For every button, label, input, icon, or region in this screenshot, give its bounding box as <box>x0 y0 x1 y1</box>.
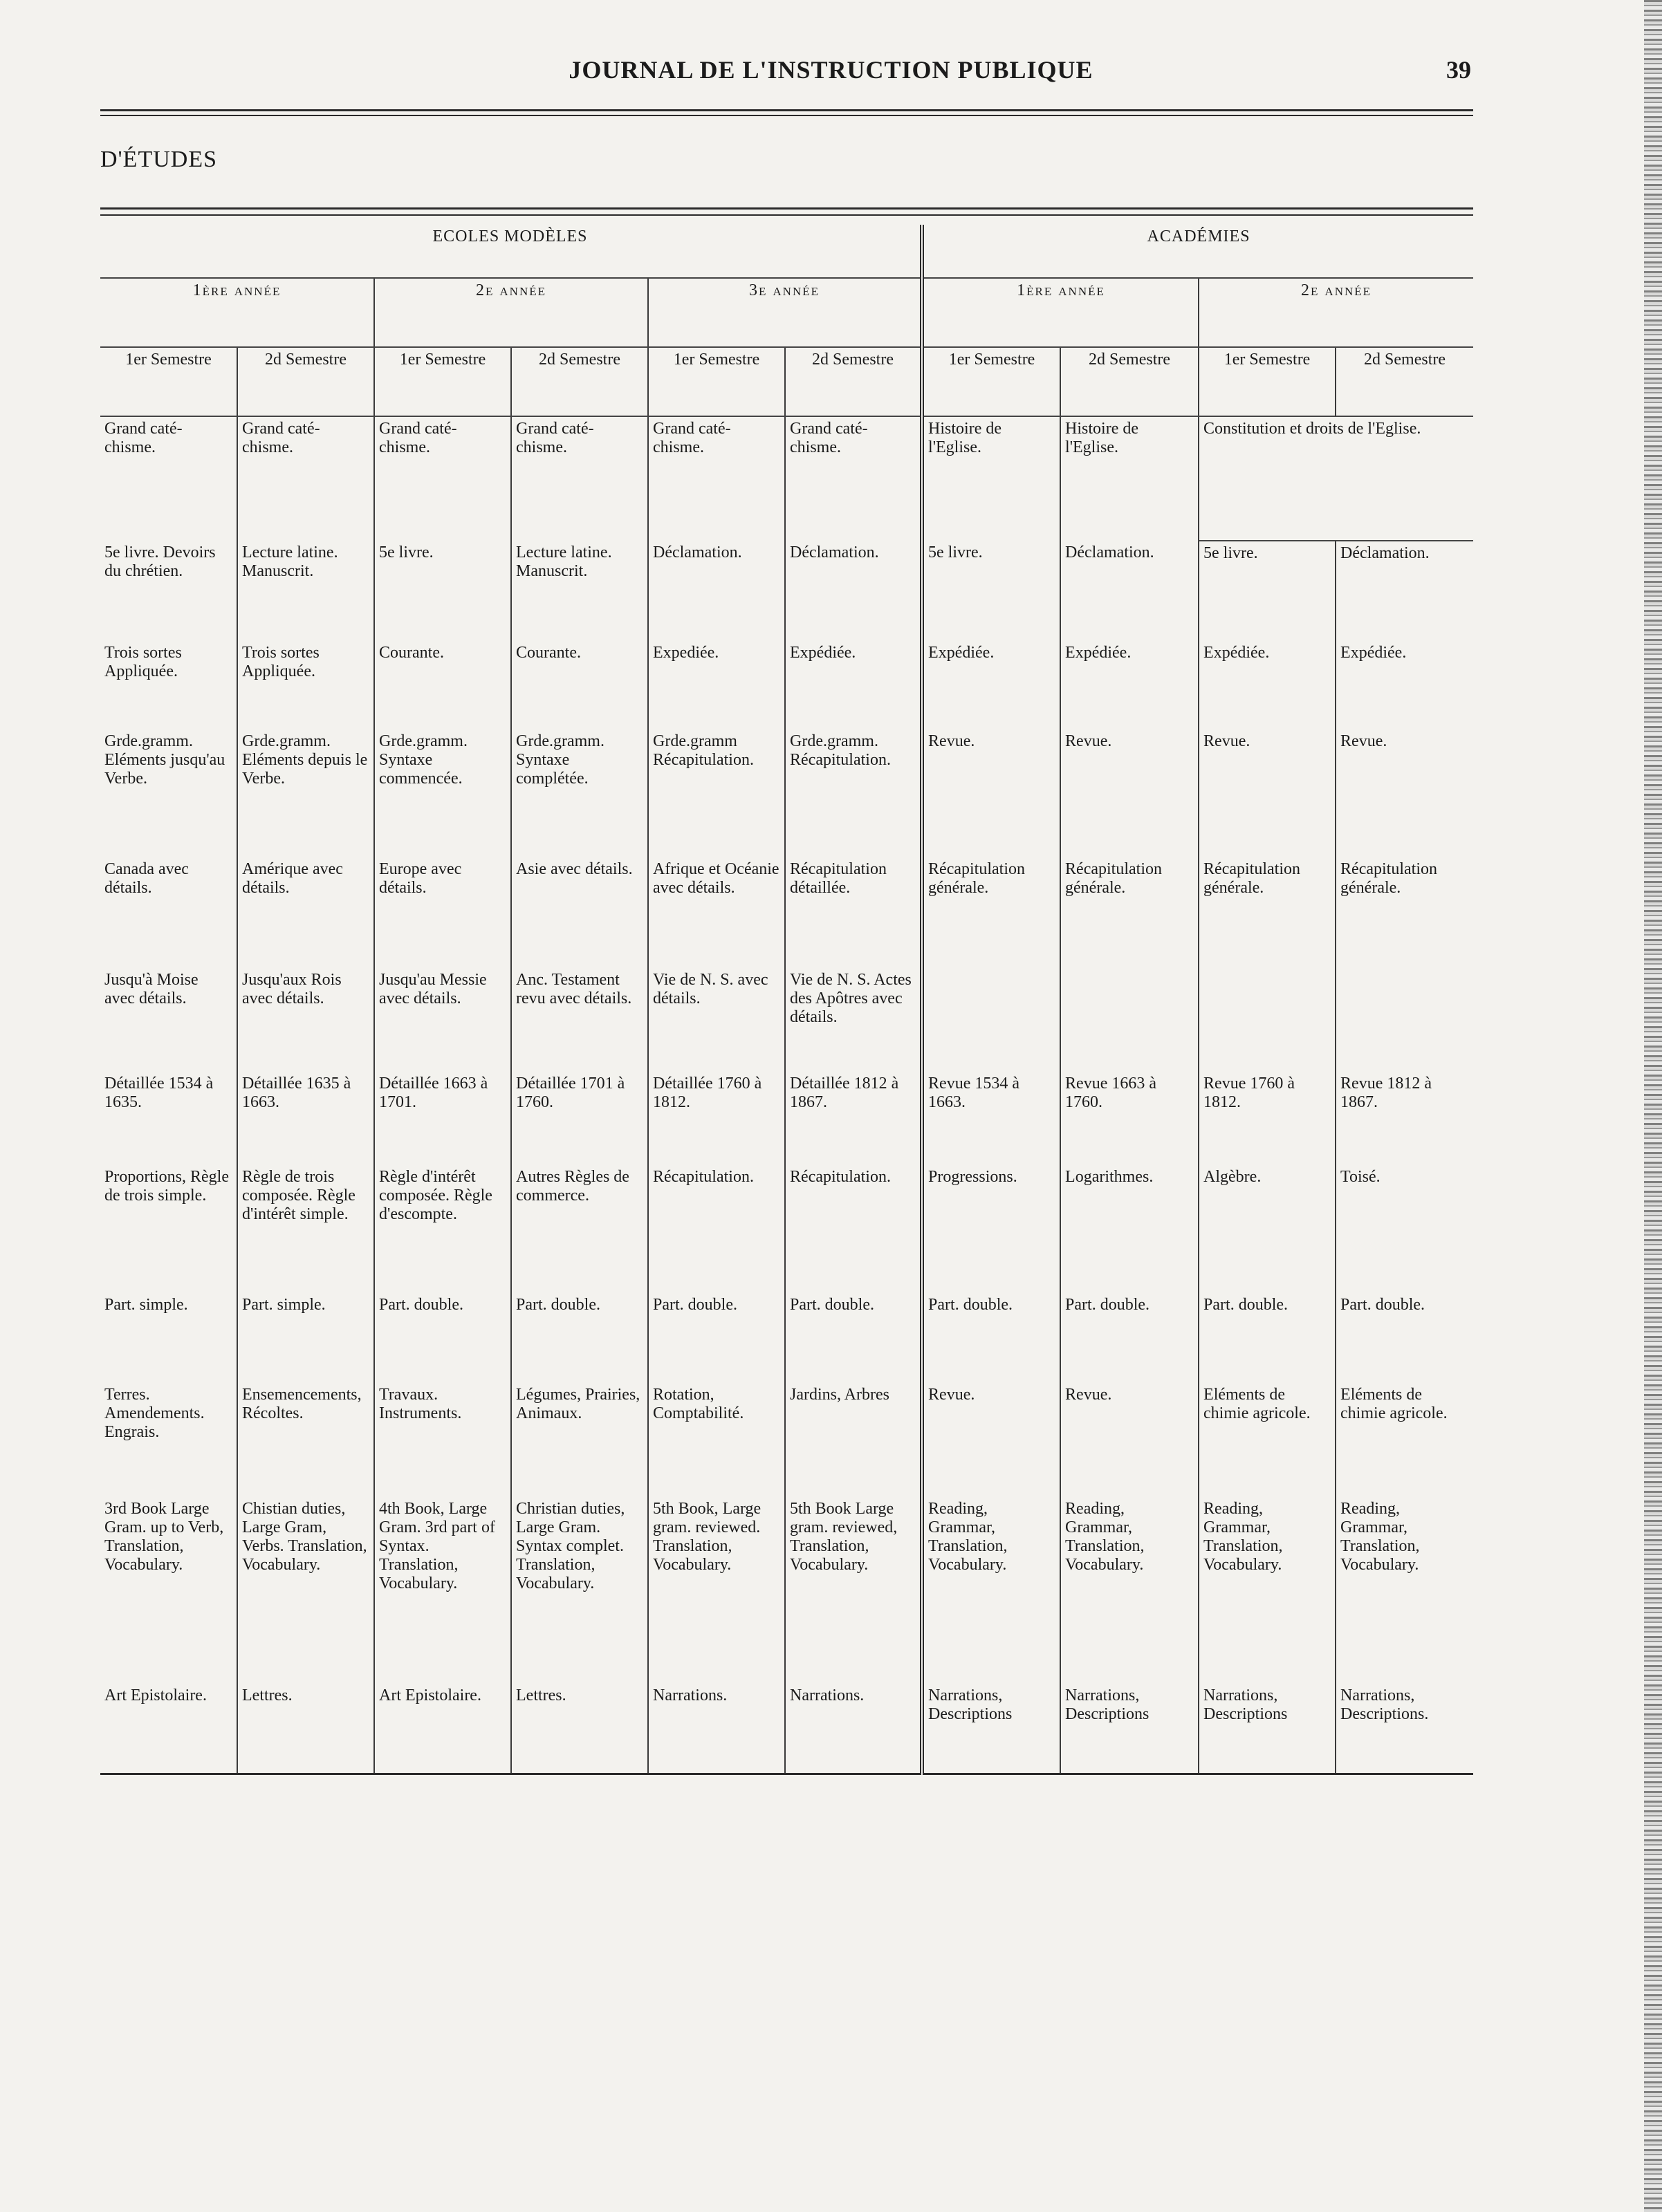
year-header: 2e année <box>1199 278 1473 347</box>
table-cell: Christian duties, Large Gram. Syntax complet. Translation, Vocabulary. <box>511 1497 648 1684</box>
table-top-rule <box>100 207 1473 210</box>
year-header: 3e année <box>648 278 922 347</box>
table-cell: Détaillée 1635 à 1663. <box>237 1072 374 1165</box>
table-cell: Détaillée 1812 à 1867. <box>785 1072 922 1165</box>
table-cell: Narrations. <box>785 1684 922 1774</box>
table-cell: Travaux. Instruments. <box>374 1383 511 1497</box>
table-cell: Reading, Grammar, Translation, Vocabulary. <box>1060 1497 1199 1684</box>
table-cell: Grand caté-chisme. <box>511 416 648 541</box>
table-cell: Part. double. <box>1336 1293 1473 1383</box>
table-cell: Proportions, Règle de trois simple. <box>104 1168 229 1205</box>
group-ecoles-modeles: ECOLES MODÈLES <box>100 225 922 278</box>
year-header: 1ère année <box>100 278 374 347</box>
table-cell: Récapitulation. <box>648 1165 785 1293</box>
table-cell: Part. double. <box>922 1293 1060 1383</box>
table-cell: Détaillée 1701 à 1760. <box>511 1072 648 1165</box>
table-cell: Part. double. <box>1060 1293 1199 1383</box>
section-title: D'ÉTUDES <box>100 147 218 172</box>
table-cell: Anc. Testament revu avec détails. <box>511 968 648 1072</box>
table-cell: Jardins, Arbres <box>785 1383 922 1497</box>
table-cell: Expédiée. <box>922 641 1060 729</box>
table-cell: Part. double. <box>785 1293 922 1383</box>
table-cell: Europe avec détails. <box>374 857 511 968</box>
table-cell: Grde.gramm. Eléments jusqu'au Verbe. <box>104 732 225 788</box>
table-cell: Logarithmes. <box>1060 1165 1199 1293</box>
table-row <box>100 968 1473 1072</box>
table-cell: Expédiée. <box>1060 641 1199 729</box>
table-cell: Expédiée. <box>1336 641 1473 729</box>
table-row <box>100 1383 1473 1497</box>
table-cell: Revue. <box>1199 729 1336 857</box>
table-row <box>100 1497 1473 1684</box>
table-cell <box>1336 968 1473 1072</box>
table-cell: Rotation, Comptabilité. <box>648 1383 785 1497</box>
table-cell: Reading, Grammar, Translation, Vocabulary. <box>1336 1497 1473 1684</box>
table-cell: Récapitulation. <box>785 1165 922 1293</box>
table-cell: Art Epistolaire. <box>100 1684 237 1774</box>
table-cell: Déclamation. <box>785 541 922 641</box>
table-row <box>100 541 1473 641</box>
header-rule-bottom <box>100 115 1473 116</box>
table-row <box>100 641 1473 729</box>
table-cell: Grde.gramm. Eléments depuis le Verbe. <box>237 729 374 857</box>
table-cell: Eléments de chimie agricole. <box>1336 1383 1473 1497</box>
table-cell: Expédiée. <box>1199 641 1336 729</box>
table-cell: Revue. <box>1336 729 1473 857</box>
semester-header: 2d Semestre <box>1336 347 1473 416</box>
year-header: 2e année <box>374 278 648 347</box>
table-cell: Jusqu'aux Rois avec détails. <box>237 968 374 1072</box>
table-cell: Récapitulation détaillée. <box>785 857 922 968</box>
table-cell-merged: Constitution et droits de l'Eglise. <box>1199 416 1473 541</box>
table-cell: Trois sortes Appliquée. <box>104 644 182 680</box>
table-cell: Histoire de l'Eglise. <box>922 416 1060 541</box>
table-cell: Lecture latine. Manuscrit. <box>237 541 374 641</box>
table-cell: Règle d'intérêt composée. Règle d'escompte. <box>374 1165 511 1293</box>
table-cell: Récapitulation générale. <box>1060 857 1199 968</box>
header-rule-top <box>100 109 1473 111</box>
table-cell: Canada avec détails. <box>104 860 189 897</box>
table-cell: Reading, Grammar, Translation, Vocabulary. <box>922 1497 1060 1684</box>
table-cell: Part. double. <box>1199 1293 1336 1383</box>
table-cell: Lettres. <box>237 1684 374 1774</box>
table-cell: Ensemencements, Récoltes. <box>237 1383 374 1497</box>
table-cell: Déclamation. <box>1336 541 1473 641</box>
table-cell: Revue. <box>1060 729 1199 857</box>
table-cell: Revue. <box>922 729 1060 857</box>
table-cell: Part. double. <box>511 1293 648 1383</box>
table-cell: Expediée. <box>648 641 785 729</box>
semester-header: 2d Semestre <box>785 347 922 416</box>
table-cell: Chistian duties, Large Gram, Verbs. Translation, Vocabulary. <box>237 1497 374 1684</box>
year-header: 1ère année <box>922 278 1199 347</box>
table-cell: 4th Book, Large Gram. 3rd part of Syntax. Translation, Vocabulary. <box>374 1497 511 1684</box>
table-cell: 5e livre. <box>374 541 511 641</box>
table-cell: Trois sortes Appliquée. <box>237 641 374 729</box>
table-row <box>100 857 1473 968</box>
table-cell <box>1060 968 1199 1072</box>
table-cell: Progressions. <box>922 1165 1060 1293</box>
table-cell: Détaillée 1534 à 1635. <box>104 1075 214 1111</box>
table-cell: Règle de trois composée. Règle d'intérêt simple. <box>237 1165 374 1293</box>
table-cell: 5e livre. <box>1199 541 1336 641</box>
table-cell <box>922 968 1060 1072</box>
table-cell: Histoire de l'Eglise. <box>1060 416 1199 541</box>
table-top-rule-2 <box>100 214 1473 216</box>
semester-header: 1er Semestre <box>1199 347 1336 416</box>
table-cell: Jusqu'au Messie avec détails. <box>374 968 511 1072</box>
semester-header: 1er Semestre <box>374 347 511 416</box>
table-cell: 5e livre. <box>922 541 1060 641</box>
table-cell: Amérique avec détails. <box>237 857 374 968</box>
table-cell: Grand caté-chisme. <box>237 416 374 541</box>
table-cell: Grand caté-chisme. <box>648 416 785 541</box>
table-cell: Terres. Amendements. Engrais. <box>104 1386 205 1441</box>
table-cell: Grde.gramm Récapitulation. <box>648 729 785 857</box>
table-cell: Eléments de chimie agricole. <box>1199 1383 1336 1497</box>
table-cell: Toisé. <box>1336 1165 1473 1293</box>
page-number: 39 <box>1446 56 1471 84</box>
table-cell: 5th Book Large gram. reviewed, Translation, Vocabulary. <box>785 1497 922 1684</box>
table-cell: Grde.gramm. Syntaxe commencée. <box>374 729 511 857</box>
table-cell: 5th Book, Large gram. reviewed. Translation, Vocabulary. <box>648 1497 785 1684</box>
semester-header: 1er Semestre <box>922 347 1060 416</box>
table-row <box>100 1072 1473 1165</box>
table-cell: Grde.gramm. Récapitulation. <box>785 729 922 857</box>
table-cell: Narrations, Descriptions <box>1199 1684 1336 1774</box>
table-cell: 5e livre. Devoirs du chrétien. <box>104 543 216 580</box>
page-edge-scan <box>1644 0 1662 2212</box>
table-cell: Courante. <box>511 641 648 729</box>
table-cell: Vie de N. S. Actes des Apôtres avec détails. <box>785 968 922 1072</box>
table-cell: Grand caté-chisme. <box>374 416 511 541</box>
table-cell: Vie de N. S. avec détails. <box>648 968 785 1072</box>
table-cell: Revue 1760 à 1812. <box>1199 1072 1336 1165</box>
table-cell: Algèbre. <box>1199 1165 1336 1293</box>
table-cell: Courante. <box>374 641 511 729</box>
table-cell: Asie avec détails. <box>511 857 648 968</box>
table-cell: Récapitulation générale. <box>922 857 1060 968</box>
table-cell: Autres Règles de commerce. <box>511 1165 648 1293</box>
table-cell: Narrations, Descriptions <box>922 1684 1060 1774</box>
table-cell: Reading, Grammar, Translation, Vocabulary. <box>1199 1497 1336 1684</box>
table-cell: Grde.gramm. Syntaxe complétée. <box>511 729 648 857</box>
table-cell: Art Epistolaire. <box>374 1684 511 1774</box>
table-cell: Légumes, Prairies, Animaux. <box>511 1383 648 1497</box>
table-cell: Déclamation. <box>648 541 785 641</box>
table-row <box>100 729 1473 857</box>
table-row <box>100 1293 1473 1383</box>
semester-header: 1er Semestre <box>100 347 237 416</box>
table-cell: Part. double. <box>648 1293 785 1383</box>
table-cell: Revue 1663 à 1760. <box>1060 1072 1199 1165</box>
table-cell: Narrations. <box>648 1684 785 1774</box>
table-cell: Grand caté-chisme. <box>785 416 922 541</box>
table-row <box>100 1684 1473 1774</box>
table-cell: Part. double. <box>374 1293 511 1383</box>
semester-header: 2d Semestre <box>237 347 374 416</box>
table-row <box>100 416 1473 541</box>
table-cell <box>1199 968 1336 1072</box>
table-cell: Part. simple. <box>237 1293 374 1383</box>
table-cell: Part. simple. <box>104 1296 188 1314</box>
table-cell: Déclamation. <box>1060 541 1199 641</box>
table-cell: Grand caté-chisme. <box>104 420 183 456</box>
table-row <box>100 1165 1473 1293</box>
table-cell: Narrations, Descriptions <box>1060 1684 1199 1774</box>
table-cell: Détaillée 1760 à 1812. <box>648 1072 785 1165</box>
table-cell: Revue 1534 à 1663. <box>922 1072 1060 1165</box>
table-cell: 3rd Book Large Gram. up to Verb, Translation, Vocabulary. <box>104 1500 224 1574</box>
table-cell: Afrique et Océanie avec détails. <box>648 857 785 968</box>
semester-header: 1er Semestre <box>648 347 785 416</box>
table-cell: Revue. <box>922 1383 1060 1497</box>
table-cell: Lettres. <box>511 1684 648 1774</box>
table-cell: Expédiée. <box>785 641 922 729</box>
table-cell: Détaillée 1663 à 1701. <box>374 1072 511 1165</box>
group-academies: ACADÉMIES <box>922 225 1473 278</box>
table-cell: Revue. <box>1060 1383 1199 1497</box>
semester-header: 2d Semestre <box>1060 347 1199 416</box>
study-schedule-table <box>100 225 1473 1775</box>
table-cell: Narrations, Descriptions. <box>1336 1684 1473 1774</box>
semester-header: 2d Semestre <box>511 347 648 416</box>
study-schedule-table-wrap <box>100 225 1473 1775</box>
table-cell: Revue 1812 à 1867. <box>1336 1072 1473 1165</box>
journal-title: JOURNAL DE L'INSTRUCTION PUBLIQUE <box>569 56 1093 84</box>
table-cell: Jusqu'à Moise avec détails. <box>104 971 198 1007</box>
table-cell: Récapitulation générale. <box>1199 857 1336 968</box>
table-cell: Lecture latine. Manuscrit. <box>511 541 648 641</box>
table-cell: Récapitulation générale. <box>1336 857 1473 968</box>
